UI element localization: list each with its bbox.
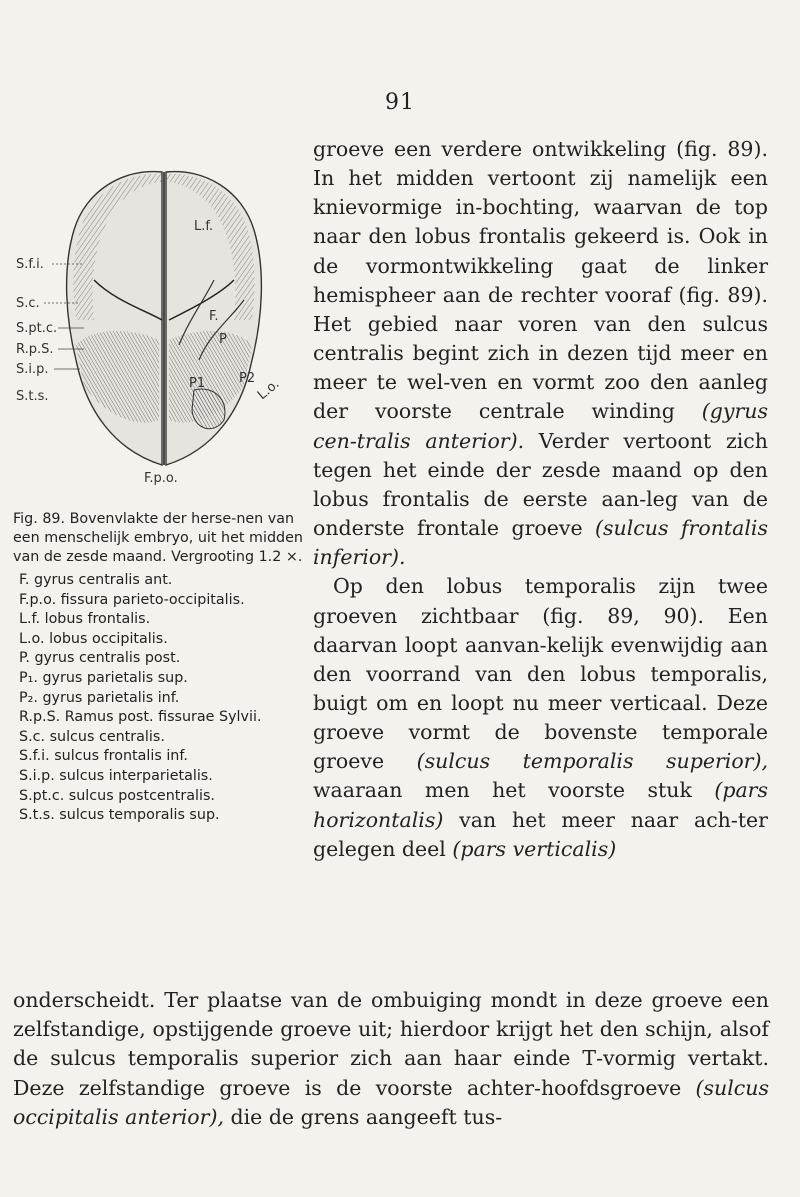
legend-item: S.pt.c. sulcus postcentralis. [19,787,215,804]
label-sfi: S.f.i. [16,257,44,272]
text-run: waaraan men het voorste stuk [313,778,715,803]
label-p1: P1 [189,376,206,391]
legend-item: F.p.o. fissura parieto‑occipitalis. [19,591,245,608]
legend-item: S.f.i. sulcus frontalis inf. [19,748,188,765]
label-sip: S.i.p. [16,362,49,377]
body-text-full [13,986,769,1132]
label-lf: L.f. [194,219,214,234]
caption-text: Fig. 89. Bovenvlakte der herse‑nen van een menschelijk embryo, uit het midden van de zesde maand. Vergrooting 1.2 ×. [13,511,303,565]
latin-term: (pars horizontalis) [313,778,768,832]
text-run: Op den lobus temporalis zijn twee groeven zichtbaar (fig. 89, 90). Een daarvan loopt aanvan‑kelijk evenwijdig aan den voorrand van den lobus temporalis, buigt om en loopt nu meer verticaal. Deze groeve vormt de bovenste temporale groeve [313,574,768,774]
legend-item: S.c. sulcus centralis. [19,728,165,745]
latin-term: (gyrus cen‑tralis anterior). [313,399,768,453]
text-run: die de grens aangeeft tus‑ [223,1104,503,1129]
text-run: onderscheidt. Ter plaatse van de ombuiging mondt in deze groeve een zelfstandige, opstijgende groeve uit; hierdoor krijgt het den schijn, alsof de sulcus temporalis superior zich aan haar einde T‑vormig vertakt. Deze zelfstandige groeve is de voorste achter‑hoofdsgroeve [13,988,769,1100]
legend-item: R.p.S. Ramus post. fissurae Sylvii. [19,709,262,726]
figure-legend [13,571,303,826]
text-run: groeve een verdere ontwikkeling (fig. 89). In het midden vertoont zij namelijk een knievormige in‑bochting, waarvan de top naar den lobus frontalis gekeerd is. Ook in de vormontwikkeling gaat de linker hemispheer aan de rechter vooraf (fig. 89). Het gebied naar voren van den sulcus centralis begint zich in dezen tijd meer en meer te wel‑ven en vormt zoo den aanleg der voorste centrale winding [313,137,768,424]
label-p2: P2 [239,371,256,386]
body-text-column [313,135,768,864]
brain-figure [14,160,314,490]
legend-item: S.i.p. sulcus interparietalis. [19,767,213,784]
label-sts: S.t.s. [16,389,49,404]
label-sptc: S.pt.c. [16,321,58,336]
label-f: F. [209,309,219,324]
label-fpo: F.p.o. [144,471,178,486]
text-run: van het meer naar ach‑ter gelegen deel [313,807,768,861]
legend-item: L.f. lobus frontalis. [19,611,151,628]
text-run: Verder vertoont zich tegen het einde der zesde maand op den lobus frontalis de eerste aan‑leg van de onderste frontale groeve [313,428,768,541]
latin-term: (sulcus occipitalis anterior), [13,1075,769,1129]
legend-item: P₁. gyrus parietalis sup. [19,669,188,686]
label-lo: L.o. [254,376,283,404]
paragraph [313,572,768,864]
page-number: 91 [385,90,415,115]
paragraph [13,986,769,1132]
latin-term: (sulcus temporalis superior), [416,749,768,774]
legend-item: S.t.s. sulcus temporalis sup. [19,807,220,824]
figure-caption [13,510,303,826]
label-rps: R.p.S. [16,342,54,357]
legend-item: P₂. gyrus parietalis inf. [19,689,180,706]
paragraph [313,135,768,572]
label-sc: S.c. [16,296,40,311]
legend-item: P. gyrus centralis post. [19,650,181,667]
latin-term: (pars verticalis) [452,836,617,861]
latin-term: (sulcus frontalis inferior). [313,516,768,570]
label-p: P [219,332,227,347]
legend-item: F. gyrus centralis ant. [19,572,173,588]
brain-illustration [14,160,314,490]
legend-item: L.o. lobus occipitalis. [19,630,168,647]
